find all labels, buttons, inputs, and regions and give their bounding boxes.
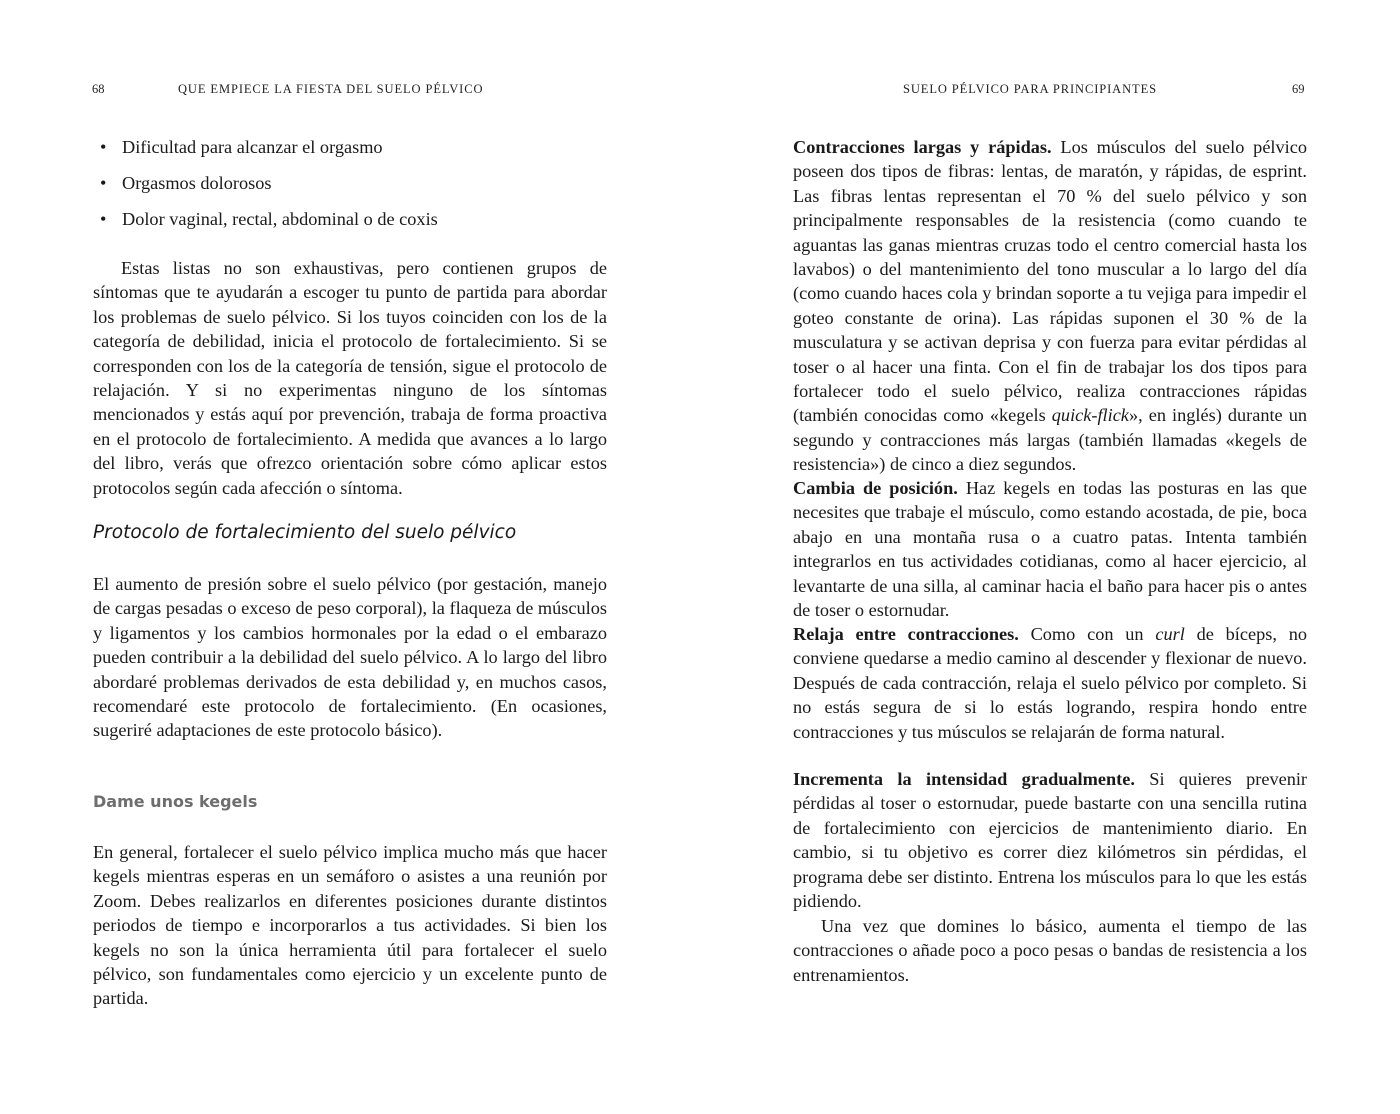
paragraph-lead: Contracciones largas y rápidas. xyxy=(793,137,1052,157)
italic-term: curl xyxy=(1155,624,1185,644)
paragraph-text: Haz kegels en todas las posturas en las que necesites que trabaje el músculo, como estando acostada, de pie, boca abajo en una montaña rusa o a cuatro patas. Intenta también integrarlos en tus actividades cotidianas, como al hacer ejercicio, al levantarte de una silla, al caminar hacia el baño para hacer pis o antes de toser o estornudar. xyxy=(793,478,1308,621)
paragraph-text: Si quieres prevenir pérdidas al toser o estornudar, puede bastarte con una sencilla rutina de fortalecimiento con ejercicios de mantenimiento diario. En cambio, si tu objetivo es correr diez kilómetros sin pérdidas, el programa debe ser distinto. Entrena los músculos para lo que les estás pidiendo. xyxy=(793,769,1308,912)
paragraph-lead: Incrementa la intensidad gradualmente. xyxy=(793,769,1135,789)
body-text-block xyxy=(793,476,1307,622)
paragraph-position xyxy=(793,476,1307,622)
paragraph-long-fast xyxy=(793,135,1307,477)
paragraph-relax xyxy=(793,622,1307,744)
section-heading: Protocolo de fortalecimiento del suelo pélvico xyxy=(93,522,517,543)
body-text-block xyxy=(793,914,1307,987)
paragraph-text: », en inglés) durante un segundo y contracciones más largas (también llamadas «kegels de resistencia») de cinco a diez segundos. xyxy=(793,405,1307,475)
subsection-heading: Dame unos kegels xyxy=(93,792,258,811)
running-head-right: SUELO PÉLVICO PARA PRINCIPIANTES xyxy=(903,82,1157,96)
running-head-left: QUE EMPIECE LA FIESTA DEL SUELO PÉLVICO xyxy=(178,82,484,96)
italic-term: quick-flick xyxy=(1051,405,1129,426)
paragraph-basics: Una vez que domines lo básico, aumenta el tiempo de las contracciones o añade poco a poco pesas o bandas de resistencia a los entrenamientos. xyxy=(793,916,1307,985)
paragraph-intensity xyxy=(793,767,1307,913)
body-text-block xyxy=(93,840,607,1011)
paragraph-text: Como con un xyxy=(1018,624,1156,644)
page-number-right: 69 xyxy=(1292,82,1305,96)
body-text-block xyxy=(793,622,1307,744)
paragraph-strengthening: El aumento de presión sobre el suelo pélvico (por gestación, manejo de cargas pesadas o exceso de peso corporal), la flaqueza de músculos y ligamentos y los cambios hormonales por la edad o el embarazo pueden contribuir a la debilidad del suelo pélvico. A lo largo del libro abordaré problemas derivados de esta debilidad y, en muchos casos, recomendaré este protocolo de fortalecimiento. (En ocasiones, sugeriré adaptaciones de este protocolo básico). xyxy=(93,574,607,741)
paragraph-kegels: En general, fortalecer el suelo pélvico implica mucho más que hacer kegels mientras esperas en un semáforo o asistes a una reunión por Zoom. Debes realizarlos en diferentes posiciones durante distintos periodos de tiempo e incorporarlos a tus actividades. Si bien los kegels no son la única herramienta útil para fortalecer el suelo pélvico, son fundamentales como ejercicio y un excelente punto de partida. xyxy=(93,842,607,1009)
right-page xyxy=(700,0,1400,1114)
page-number-left: 68 xyxy=(92,82,105,96)
paragraph-lead: Relaja entre contracciones. xyxy=(793,624,1019,644)
paragraph-intro: Estas listas no son exhaustivas, pero contienen grupos de síntomas que te ayudarán a escoger tu punto de partida para abordar los problemas de suelo pélvico. Si los tuyos coinciden con los de la categoría de debilidad, inicia el protocolo de fortalecimiento. Si se corresponden con los de la categoría de tensión, sigue el protocolo de relajación. Y si no experimentas ninguno de los síntomas mencionados y estás aquí por prevención, trabaja de forma proactiva en el protocolo de fortalecimiento. A medida que avances a lo largo del libro, verás que ofrezco orientación sobre cómo aplicar estos protocolos según cada afección o síntoma. xyxy=(93,258,607,498)
list-item: • Dificultad para alcanzar el orgasmo xyxy=(98,135,608,159)
list-item: • Dolor vaginal, rectal, abdominal o de coxis xyxy=(98,207,608,231)
list-item: • Orgasmos dolorosos xyxy=(98,171,608,195)
body-text-block xyxy=(793,767,1307,913)
body-text-block xyxy=(93,572,607,743)
body-text-block xyxy=(93,256,607,500)
paragraph-text: Los músculos del suelo pélvico poseen dos tipos de fibras: lentas, de maratón, y rápidas, de esprint. Las fibras lentas representan el 70 % del suelo pélvico y son principalmente responsables de la resistencia (como cuando te aguantas las ganas mientras cruzas todo el centro comercial hasta los lavabos) o del mantenimiento del tono muscular a lo largo del día (como cuando haces cola y brindan soporte a tu vejiga para impedir el goteo constante de orina). Las rápidas suponen el 30 % de la musculatura y se activan deprisa y con fuerza para evitar pérdidas al toser o al hacer una finta. Con el fin de trabajar los dos tipos para fortalecer todo el suelo pélvico, realiza contracciones rápidas (también conocidas como «kegels xyxy=(793,137,1307,426)
body-text-block xyxy=(793,135,1307,477)
paragraph-text: de bíceps, no conviene quedarse a medio camino al descender y flexionar de nuevo. Después de cada contracción, relaja el suelo pélvico por completo. Si no estás segura de si lo estás logrando, respira hondo entre contracciones y tus músculos se relajarán de forma natural. xyxy=(793,624,1307,742)
paragraph-lead: Cambia de posición. xyxy=(793,478,958,498)
symptom-list xyxy=(98,135,608,243)
